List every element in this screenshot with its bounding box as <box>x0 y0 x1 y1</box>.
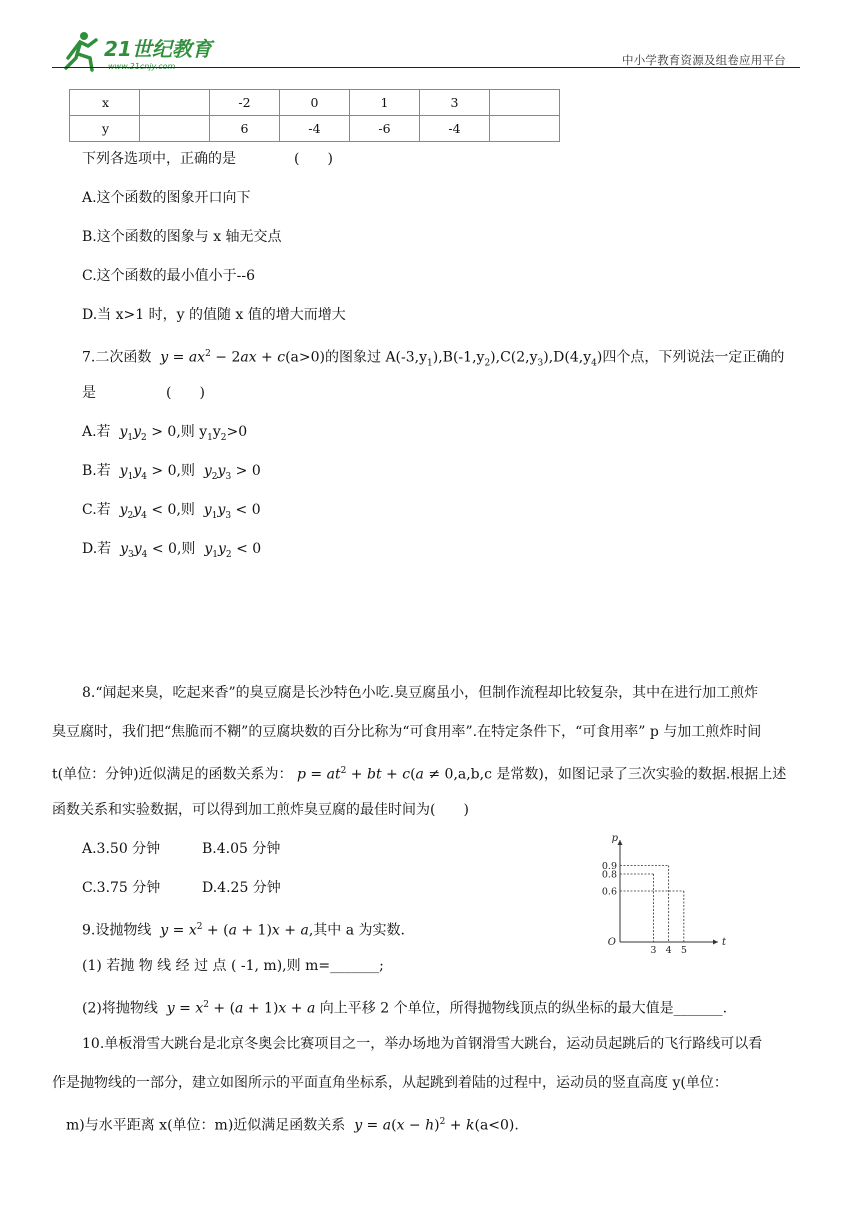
q9-part-2: (2)将抛物线 $y = x^2 + (a + 1)x + a$ 向上平移 2 个单位，所得抛物线顶点的纵坐标的最大值是_______. <box>82 1000 728 1017</box>
platform-name: 中小学教育资源及组卷应用平台 <box>622 53 786 67</box>
q7-line2-text: 是 <box>82 385 96 401</box>
q7-suffix: 四个点，下列说法一定正确的 <box>602 349 785 366</box>
q9-suffix: ,其中 a 为实数. <box>308 922 405 939</box>
xy-table <box>69 89 560 142</box>
q8-option-a: A.3.50 分钟 <box>82 841 161 857</box>
q9-stem: 9.设抛物线 $y = x^2 + (a + 1)x + a$,其中 a 为实数. <box>82 922 405 939</box>
table-cell <box>490 90 560 116</box>
q7-paren: ( ) <box>166 385 205 401</box>
option-label: C.若 <box>82 502 111 518</box>
t-axis-arrow-icon <box>713 940 718 945</box>
origin-label: O <box>607 937 616 948</box>
q7-option-c: C.若 $y_2y_4 < 0$,则 $y_1y_3 < 0$ <box>82 502 261 521</box>
t-tick-label: 5 <box>680 945 687 956</box>
q8-line-2: 臭豆腐时，我们把“焦脆而不糊”的豆腐块数的百分比称为“可食用率”.在特定条件下，“可食用率” p 与加工煎炸时间 <box>52 724 762 740</box>
table-cell <box>140 90 210 116</box>
logo-text: 21世纪教育 <box>104 37 212 61</box>
q6-paren: ( ) <box>294 151 333 167</box>
table-cell <box>490 116 560 142</box>
table-cell: 3 <box>420 90 490 116</box>
q6-option-b: B.这个函数的图象与 x 轴无交点 <box>82 229 282 245</box>
header-divider <box>52 67 800 68</box>
q8-line-1: 8.“闻起来臭，吃起来香”的臭豆腐是长沙特色小吃.臭豆腐虽小，但制作流程却比较复杂，其中在进行加工煎炸 <box>82 685 759 701</box>
q7-option-a: A.若 $y_1y_2 > 0$,则 $y_1y_2>0$ <box>82 424 248 443</box>
q8-line-3: t(单位：分钟)近似满足的函数关系为： $p = at^2$ + bt + c(a ≠ 0,a,b,c 是常数)，如图记录了三次实验的数据.根据上述 <box>52 766 787 783</box>
table-cell: -4 <box>280 116 350 142</box>
q8-option-b: B.4.05 分钟 <box>202 841 281 857</box>
option-label: D.若 <box>82 541 112 557</box>
q6-stem <box>82 150 333 168</box>
p-axis-arrow-icon <box>618 840 623 845</box>
option-label: A.若 <box>82 424 111 440</box>
p-tick-label: 0.8 <box>601 869 617 881</box>
q8-options-row-1 <box>82 840 280 858</box>
table-cell: 1 <box>350 90 420 116</box>
q6-option-d: D.当 x>1 时，y 的值随 x 值的增大而增大 <box>82 307 346 323</box>
table-row <box>70 90 560 116</box>
option-label: B.若 <box>82 463 111 479</box>
q6-option-c: C.这个函数的最小值小于--6 <box>82 268 256 284</box>
q10-line-3b: (a<0). <box>474 1117 519 1134</box>
q8-line-4: 函数关系和实验数据，可以得到加工煎炸臭豆腐的最佳时间为( ) <box>52 802 469 818</box>
q9-part-1: (1) 若抛 物 线 经 过 点 ( -1, m),则 m=_______; <box>82 958 384 974</box>
t-tick-label: 3 <box>650 945 657 956</box>
table-cell <box>140 116 210 142</box>
q7-point-c: ,C(2,y <box>495 349 538 366</box>
q10-line-3a: m)与水平距离 x(单位：m)近似满足函数关系 <box>66 1117 346 1134</box>
q7-stem-line2 <box>82 384 205 402</box>
table-cell: -6 <box>350 116 420 142</box>
option-then: ,则 <box>176 502 195 518</box>
q9-part-2b: 向上平移 2 个单位，所得抛物线顶点的纵坐标的最大值是_______. <box>319 1000 728 1017</box>
option-then: ,则 <box>176 463 195 479</box>
table-cell: 0 <box>280 90 350 116</box>
q10-line-1: 10.单板滑雪大跳台是北京冬奥会比赛项目之一，举办场地为首钢滑雪大跳台，运动员起跳后的飞行路线可以看 <box>82 1036 763 1052</box>
q7-option-b: B.若 $y_1y_4 > 0$,则 $y_2y_3 > 0$ <box>82 463 261 482</box>
t-axis-label: t <box>722 937 727 948</box>
q7-formula: y <box>160 349 169 366</box>
table-cell: -2 <box>210 90 280 116</box>
p-t-graph <box>598 832 728 960</box>
q10-line-2: 作是抛物线的一部分，建立如图所示的平面直角坐标系，从起跳到着陆的过程中，运动员的竖直高度 y(单位： <box>52 1075 728 1091</box>
q8-option-d: D.4.25 分钟 <box>202 880 281 896</box>
table-cell: y <box>70 116 140 142</box>
q7-point-b: ,B(-1,y <box>438 349 485 366</box>
table-cell: x <box>70 90 140 116</box>
q7-prefix: 7.二次函数 <box>82 349 152 366</box>
q8-option-c: C.3.75 分钟 <box>82 880 161 896</box>
p-axis-label: p <box>611 833 618 844</box>
q6-stem-text: 下列各选项中，正确的是 <box>82 151 236 167</box>
q7-point-d: ,D(4,y <box>548 349 592 366</box>
p-tick-label: 0.9 <box>601 861 617 872</box>
q6-option-a: A.这个函数的图象开口向下 <box>82 190 251 206</box>
q7-cond: (a>0)的图象过 A(-3,y <box>285 349 428 366</box>
q7-stem: 7.二次函数 $y = ax^2 - 2ax + c(a>0)$的图象过 $A(-3,y_1),B(-1,y_2),C(2,y_3),D(4,y_4)$四个点，下列说法一定正确的 <box>82 349 785 369</box>
table-cell: -4 <box>420 116 490 142</box>
logo-url: www.21cnjy.com <box>108 62 176 71</box>
option-tail: >0 <box>226 424 248 440</box>
table-cell: 6 <box>210 116 280 142</box>
q9-part-2a: (2)将抛物线 <box>82 1000 158 1017</box>
option-then: ,则 y <box>176 424 208 440</box>
q8-line-3b: ,a,b,c 是常数)，如图记录了三次实验的数据.根据上述 <box>453 766 787 783</box>
q7-option-d: D.若 $y_3y_4 < 0$,则 $y_1y_2 < 0$ <box>82 541 262 560</box>
option-then: ,则 <box>176 541 196 557</box>
q8-options-row-2 <box>82 879 281 897</box>
t-tick-label: 4 <box>665 945 672 956</box>
q10-line-3: m)与水平距离 x(单位：m)近似满足函数关系 $y = a(x - h)^2 + k(a<0)$. <box>66 1117 519 1134</box>
q8-line-3a: t(单位：分钟)近似满足的函数关系为： <box>52 766 293 783</box>
q9-prefix: 9.设抛物线 <box>82 922 152 939</box>
p-tick-label: 0.6 <box>601 886 617 898</box>
table-row <box>70 116 560 142</box>
runner-icon <box>66 32 96 70</box>
